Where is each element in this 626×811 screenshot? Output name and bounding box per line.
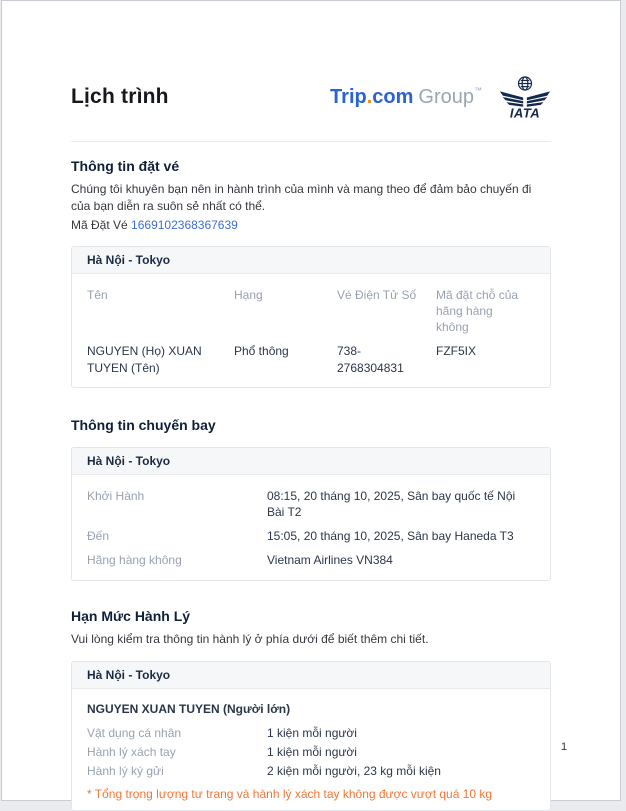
column-header-eticket: Vé Điện Tử Số (337, 288, 417, 302)
trip-logo-trademark: ™ (474, 85, 482, 95)
baggage-warning: * Tổng trọng lượng tư trang và hành lý xách tay không được vượt quá 10 kg (87, 787, 493, 801)
page-number: 1 (561, 741, 568, 753)
booking-table (87, 287, 535, 379)
booking-note: Chúng tôi khuyên bạn nên in hành trình của mình và mang theo để đảm bảo chuyến đi của bạn diễn ra suôn sẻ nhất có thể. (71, 182, 532, 213)
cabin-class-cell: Phổ thông (234, 344, 289, 358)
flight-row-departure (87, 488, 535, 520)
flight-row-airline (87, 552, 535, 568)
trip-logo-text: Trip (330, 85, 367, 108)
departure-label: Khởi Hành (87, 489, 145, 503)
page-title: Lịch trình (71, 85, 169, 108)
baggage-card (71, 661, 551, 811)
arrival-value: 15:05, 20 tháng 10, 2025, Sân bay Haneda T3 (267, 529, 514, 543)
baggage-section-heading: Hạn Mức Hành Lý (71, 608, 191, 624)
flight-card-body (72, 475, 550, 580)
carry-on-label: Hành lý xách tay (87, 745, 176, 759)
booking-ref-line (71, 217, 551, 234)
trip-logo-dot: . (366, 85, 373, 108)
baggage-card-body (72, 689, 550, 810)
eticket-number-cell: 738-2768304831 (337, 344, 404, 375)
checked-baggage-label: Hành lý ký gửi (87, 764, 164, 778)
flight-card-route: Hà Nội - Tokyo (72, 448, 550, 475)
flight-row-arrival (87, 528, 535, 544)
svg-text:IATA: IATA (509, 105, 541, 119)
airline-value: Vietnam Airlines VN384 (267, 553, 393, 567)
airline-pnr-cell: FZF5IX (436, 344, 477, 358)
booking-ref-link[interactable]: 1669102368367639 (131, 218, 238, 232)
personal-item-label: Vật dụng cá nhân (87, 726, 182, 740)
trip-logo-group: Group (418, 85, 474, 108)
personal-item-value: 1 kiện mỗi người (267, 726, 357, 740)
departure-value: 08:15, 20 tháng 10, 2025, Sân bay quốc tế Nội Bài T2 (267, 489, 516, 519)
baggage-passenger-name: NGUYEN XUAN TUYEN (Người lớn) (87, 702, 291, 716)
column-header-airline-pnr: Mã đặt chỗ của hãng hàng không (436, 288, 519, 334)
checked-baggage-value: 2 kiện mỗi người, 23 kg mỗi kiện (267, 764, 441, 778)
column-header-class: Hạng (234, 288, 263, 302)
baggage-note: Vui lòng kiểm tra thông tin hành lý ở phía dưới để biết thêm chi tiết. (71, 632, 429, 646)
flight-card (71, 447, 551, 581)
booking-card-body (72, 274, 550, 387)
booking-card-route: Hà Nội - Tokyo (72, 247, 550, 274)
brand-logos (330, 75, 551, 119)
document-header (71, 1, 551, 142)
baggage-row-checked (87, 764, 535, 779)
arrival-label: Đến (87, 529, 110, 543)
booking-section-heading: Thông tin đặt vé (71, 158, 180, 174)
airline-label: Hãng hàng không (87, 553, 182, 567)
baggage-row-carry-on (87, 745, 535, 760)
baggage-card-route: Hà Nội - Tokyo (72, 662, 550, 689)
carry-on-value: 1 kiện mỗi người (267, 745, 357, 759)
itinerary-page (1, 0, 621, 801)
flight-section-heading: Thông tin chuyến bay (71, 417, 216, 433)
booking-ref-label: Mã Đặt Vé (71, 218, 128, 232)
trip-logo-com: com (372, 85, 414, 108)
column-header-name: Tên (87, 288, 108, 302)
baggage-row-personal-item (87, 726, 535, 741)
passenger-name-cell: NGUYEN (Họ) XUAN TUYEN (Tên) (87, 344, 202, 375)
iata-logo-icon (499, 75, 551, 119)
page-content (2, 1, 620, 800)
trip-com-group-logo (330, 86, 482, 109)
booking-card (71, 246, 551, 388)
